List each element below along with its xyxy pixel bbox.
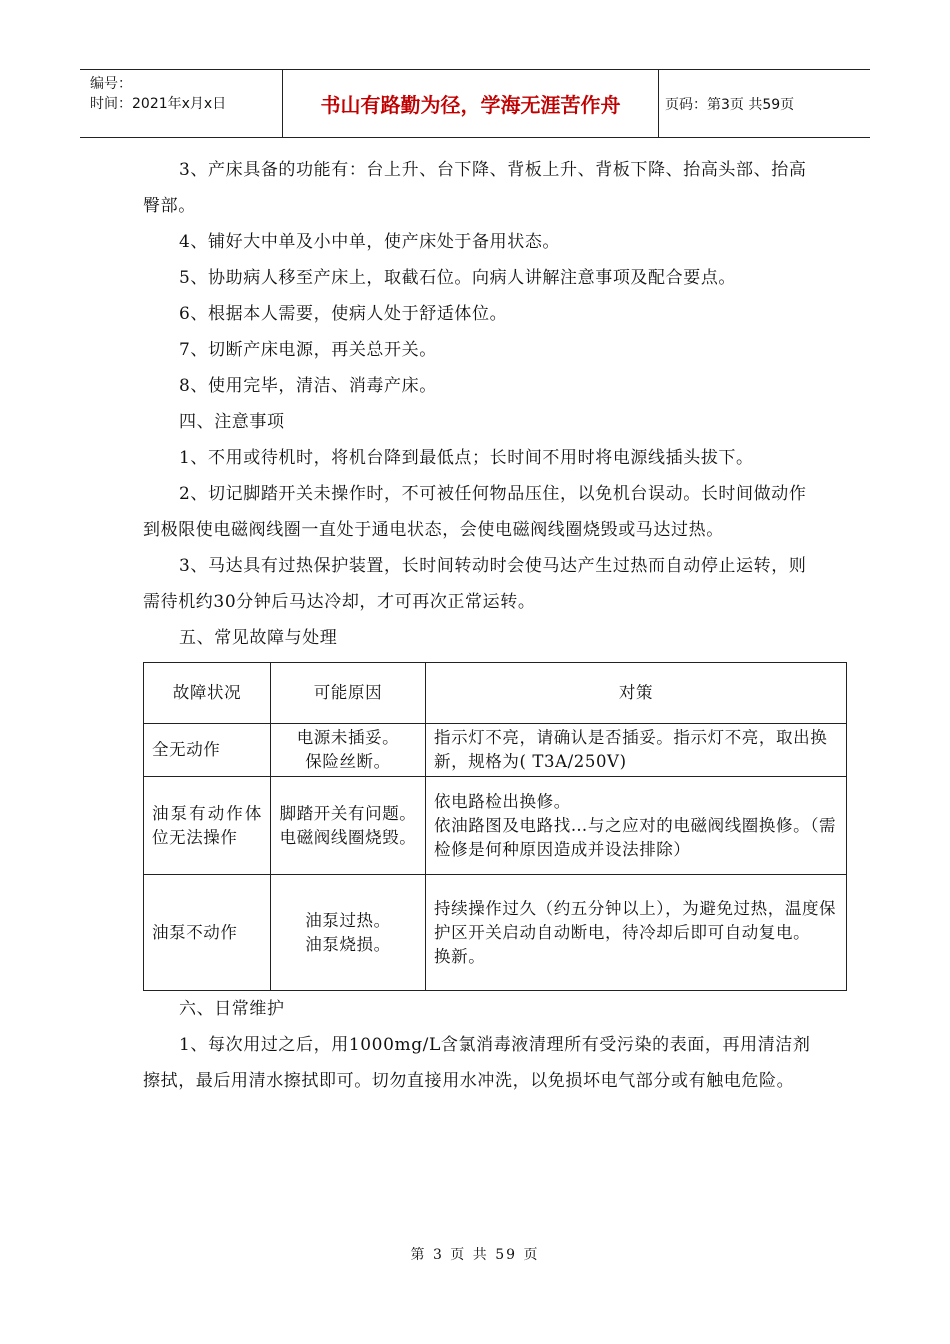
- header-page-info: 页码：第3页 共59页: [665, 96, 795, 113]
- paragraph: 擦拭，最后用清水擦拭即可。切勿直接用水冲洗，以免损坏电气部分或有触电危险。: [143, 1071, 795, 1091]
- header-meta: [80, 70, 283, 137]
- fault-cause: 油泵过热。 油泵烧损。: [271, 875, 426, 991]
- paragraph: 1、不用或待机时，将机台降到最低点；长时间不用时将电源线插头拔下。: [179, 448, 754, 468]
- table-header-cell: 故障状况: [144, 663, 271, 724]
- page-header: [80, 69, 870, 138]
- table-row: [144, 777, 847, 875]
- paragraph: 2、切记脚踏开关未操作时，不可被任何物品压住，以免机台误动。长时间做动作到极限使电磁阀线圈一直处于通电状态，会使电磁阀线圈烧毁或马达过热。: [143, 484, 807, 540]
- paragraph: 8、使用完毕，清洁、消毒产床。: [179, 376, 437, 396]
- paragraph: 7、切断产床电源，再关总开关。: [179, 340, 437, 360]
- fault-measure: 指示灯不亮，请确认是否插妥。指示灯不亮，取出换新，规格为( T3A/250V): [426, 724, 847, 777]
- paragraph: 1、每次用过之后，用1000mg/L含氯消毒液清理所有受污染的表面，再用清洁剂: [179, 1035, 811, 1055]
- fault-cause: 脚踏开关有问题。 电磁阀线圈烧毁。: [271, 777, 426, 875]
- table-header-cell: 对策: [426, 663, 847, 724]
- fault-status: 油泵不动作: [144, 875, 271, 991]
- fault-cause: 电源未插妥。 保险丝断。: [271, 724, 426, 777]
- fault-measure: 依电路检出换修。 依油路图及电路找…与之应对的电磁阀线圈换修。（需检修是何种原因造成并设法排除）: [426, 777, 847, 875]
- table-header-row: [144, 663, 847, 724]
- paragraph: 4、铺好大中单及小中单，使产床处于备用状态。: [179, 232, 561, 252]
- document-body: [143, 152, 837, 1099]
- paragraph: 3、产床具备的功能有：台上升、台下降、背板上升、背板下降、抬高头部、抬高臀部。: [143, 160, 807, 216]
- table-row: [144, 724, 847, 777]
- fault-status: 油泵有动作体位无法操作: [144, 777, 271, 875]
- fault-table: [143, 662, 847, 991]
- document-number-label: 编号：: [90, 76, 132, 92]
- table-header-cell: 可能原因: [271, 663, 426, 724]
- section-heading: 四、注意事项: [179, 412, 285, 432]
- paragraph: 3、马达具有过热保护装置，长时间转动时会使马达产生过热而自动停止运转，则需待机约30分钟后马达冷却，才可再次正常运转。: [143, 556, 807, 612]
- section-heading: 五、常见故障与处理: [179, 628, 338, 648]
- table-row: [144, 875, 847, 991]
- fault-measure: 持续操作过久（约五分钟以上），为避免过热，温度保护区开关启动自动断电，待冷却后即可自动复电。 换新。: [426, 875, 847, 991]
- document-date: 时间：2021年x月x日: [90, 96, 227, 112]
- paragraph: 5、协助病人移至产床上，取截石位。向病人讲解注意事项及配合要点。: [179, 268, 737, 288]
- paragraph: 6、根据本人需要，使病人处于舒适体位。: [179, 304, 508, 324]
- header-motto: 书山有路勤为径，学海无涯苦作舟: [283, 70, 659, 137]
- page-footer: 第 3 页 共 59 页: [410, 1247, 540, 1263]
- fault-status: 全无动作: [144, 724, 271, 777]
- section-heading: 六、日常维护: [179, 999, 285, 1019]
